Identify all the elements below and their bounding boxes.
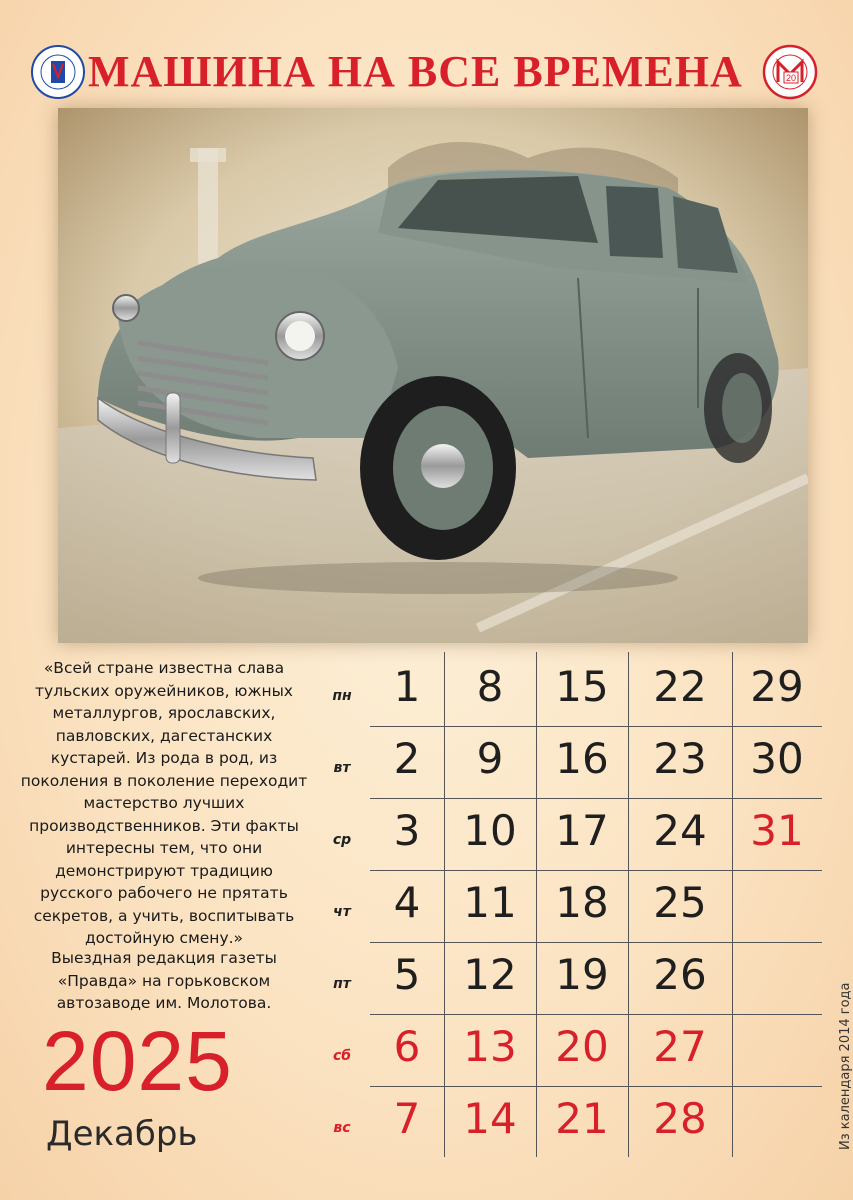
weekday-label: ср — [332, 832, 352, 848]
calendar-day: 6 — [393, 1022, 421, 1071]
weekday-label: пн — [332, 688, 352, 704]
calendar-day: 5 — [393, 950, 421, 999]
svg-text:20: 20 — [785, 73, 797, 83]
grid-line — [370, 798, 822, 799]
car-photo — [58, 108, 808, 643]
calendar-day: 29 — [750, 662, 804, 711]
calendar-day: 20 — [555, 1022, 609, 1071]
calendar-day: 25 — [653, 878, 707, 927]
calendar-day: 17 — [555, 806, 609, 855]
calendar-day: 18 — [555, 878, 609, 927]
calendar-day: 4 — [393, 878, 421, 927]
calendar-day: 11 — [463, 878, 517, 927]
weekday-label: сб — [332, 1048, 352, 1064]
weekday-label: вт — [333, 760, 351, 776]
calendar-day: 10 — [463, 806, 517, 855]
weekday-label: вс — [333, 1120, 351, 1136]
calendar-day: 15 — [555, 662, 609, 711]
calendar-day: 21 — [555, 1094, 609, 1143]
calendar-day: 22 — [653, 662, 707, 711]
calendar-day: 24 — [653, 806, 707, 855]
calendar-day: 19 — [555, 950, 609, 999]
calendar-day: 2 — [393, 734, 421, 783]
credit-note: Из календаря 2014 года — [838, 982, 853, 1150]
club-emblem-right — [762, 44, 818, 100]
calendar-day: 16 — [555, 734, 609, 783]
calendar-day: 28 — [653, 1094, 707, 1143]
calendar-day: 1 — [393, 662, 421, 711]
weekday-label: пт — [333, 976, 351, 992]
year-label: 2025 — [42, 1014, 233, 1108]
grid-line — [370, 942, 822, 943]
club-emblem-left — [30, 44, 86, 100]
calendar-day: 8 — [476, 662, 504, 711]
page-title: МАШИНА НА ВСЕ ВРЕМЕНА — [88, 47, 743, 96]
grid-line — [370, 726, 822, 727]
grid-line — [370, 1014, 822, 1015]
calendar-day: 23 — [653, 734, 707, 783]
grid-line — [732, 652, 733, 1157]
editorial-note: Выездная редакция газеты «Правда» на горьковском автозаводе им. Молотова. — [51, 949, 277, 1012]
calendar-day: 12 — [463, 950, 517, 999]
calendar-day: 26 — [653, 950, 707, 999]
calendar-day: 31 — [750, 806, 804, 855]
calendar-day: 13 — [463, 1022, 517, 1071]
month-label: Декабрь — [46, 1114, 198, 1154]
grid-line — [370, 870, 822, 871]
calendar-day: 30 — [750, 734, 804, 783]
grid-line — [370, 1086, 822, 1087]
calendar-grid — [318, 652, 818, 1162]
calendar-day: 9 — [476, 734, 504, 783]
calendar-day: 7 — [393, 1094, 421, 1143]
calendar-day: 27 — [653, 1022, 707, 1071]
quote-text: «Всей стране известна слава тульских оружейников, южных металлургов, ярославских, павловских, дагестанских кустарей. Из рода в род, из поколения в поколение переходит мастерство лучших производственников. Эти факты интересны тем, что они демонстрируют традицию русского рабочего не прятать секретов, а учить, воспитывать достойную смену.» — [20, 659, 308, 947]
calendar-day: 3 — [393, 806, 421, 855]
weekday-label: чт — [333, 904, 351, 920]
calendar-day: 14 — [463, 1094, 517, 1143]
